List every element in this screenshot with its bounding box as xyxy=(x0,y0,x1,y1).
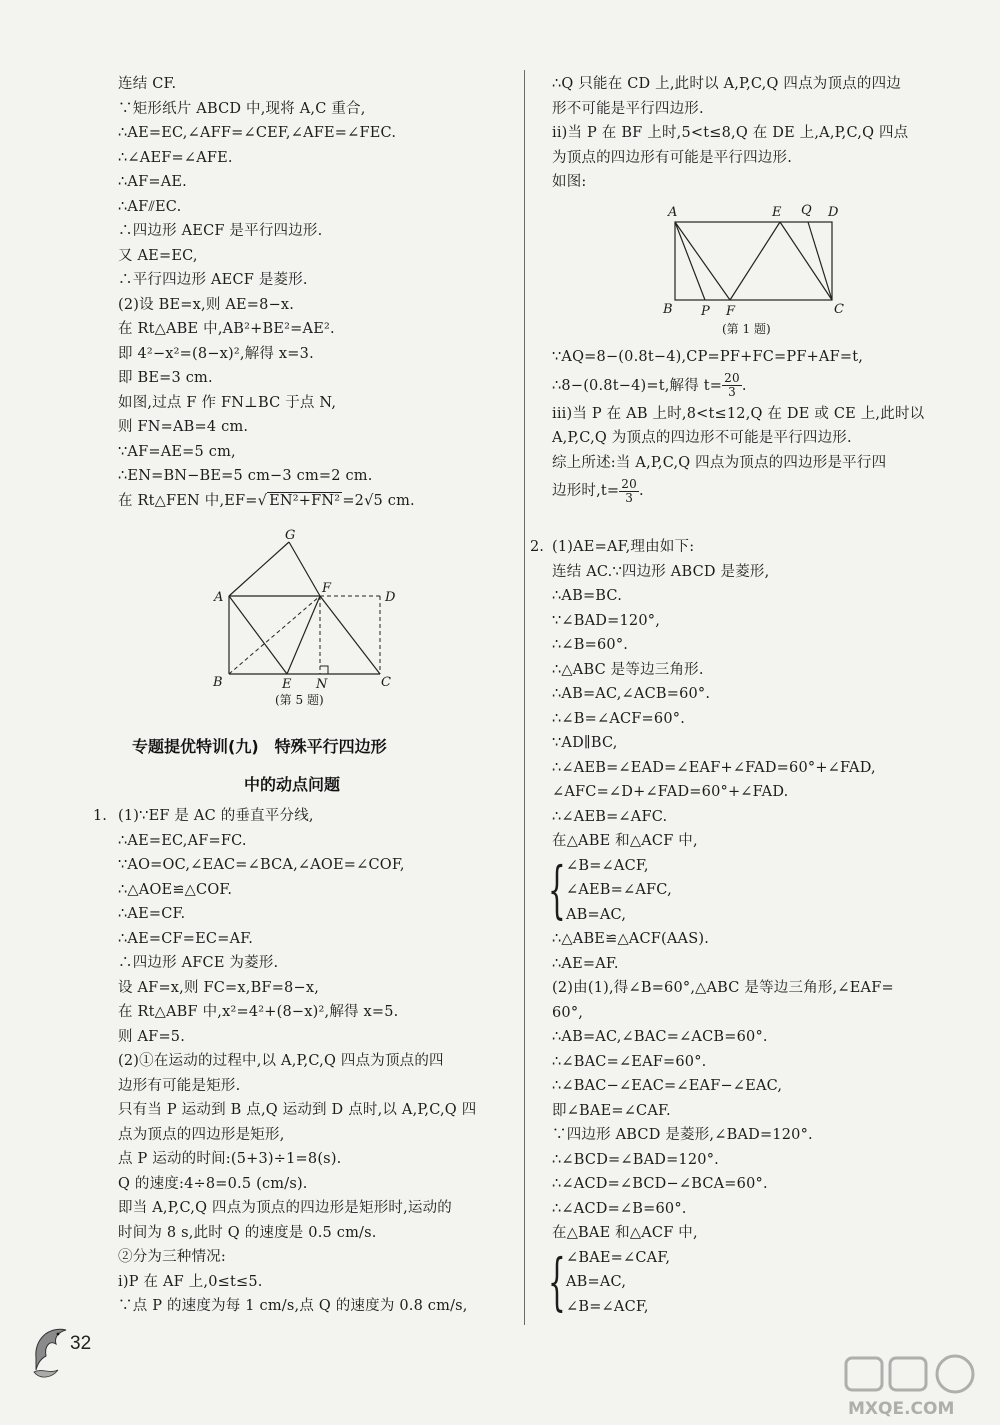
fig1-label-f: F xyxy=(726,304,736,319)
solution-line: ∴AE=EC,AF=FC. xyxy=(118,832,247,849)
fig5-label-a: A xyxy=(214,590,224,605)
solution-line: ∵点 P 的速度为每 1 cm/s,点 Q 的速度为 0.8 cm/s, xyxy=(118,1298,468,1314)
solution-line: 边形有可能是矩形. xyxy=(118,1077,241,1094)
solution-line: ∵∠BAD=120°, xyxy=(552,612,661,629)
column-divider xyxy=(524,70,525,1325)
solution-line: 又 AE=EC, xyxy=(118,247,198,264)
solution-line: 形不可能是平行四边形. xyxy=(552,100,704,117)
solution-line: ∴平行四边形 AECF 是菱形. xyxy=(118,272,308,288)
solution-line: i)P 在 AF 上,0≤t≤5. xyxy=(118,1273,263,1290)
solution-line: ∴∠AEB=∠AFC. xyxy=(552,808,668,825)
solution-line: 只有当 P 运动到 B 点,Q 运动到 D 点时,以 A,P,C,Q 四 xyxy=(118,1102,477,1118)
fig1-label-c: C xyxy=(834,302,844,317)
solution-line: 在 Rt△ABF 中,x²=4²+(8−x)²,解得 x=5. xyxy=(118,1004,399,1020)
solution-line: ∴∠BAC−∠EAC=∠EAF−∠EAC, xyxy=(552,1078,783,1094)
solve-t-line: ∴8−(0.8t−4)=t,解得 t= $\frac{20}{3}$ . xyxy=(552,371,747,399)
system-condition-line: ∠B=∠ACF, xyxy=(566,857,649,874)
solution-line: 连结 CF. xyxy=(118,76,177,92)
solution-line: 设 AF=x,则 FC=x,BF=8−x, xyxy=(118,979,320,996)
solution-line: 则 AF=5. xyxy=(118,1028,186,1045)
solution-line: A,P,C,Q 为顶点的四边形不可能是平行四边形. xyxy=(552,430,852,446)
fig5-label-g: G xyxy=(285,528,296,543)
solution-line: ∵AD∥BC, xyxy=(552,735,618,751)
solution-line: 时间为 8 s,此时 Q 的速度是 0.5 cm/s. xyxy=(118,1224,377,1241)
section-title-line1: 专题提优特训(九) 特殊平行四边形 xyxy=(132,737,387,756)
system-of-conditions-1 xyxy=(548,852,962,928)
solution-line: 连结 AC.∵四边形 ABCD 是菱形, xyxy=(552,563,770,580)
solution-line: ∴∠BAC=∠EAF=60°. xyxy=(552,1053,707,1070)
figure-1-diagram xyxy=(660,200,855,340)
solution-line: ∴AB=AC,∠ACB=60°. xyxy=(552,686,711,702)
solution-line: ii)当 P 在 BF 上时,5<t≤8,Q 在 DE 上,A,P,C,Q 四点 xyxy=(552,125,909,141)
fig1-caption: (第 1 题) xyxy=(722,322,771,336)
solution-line: ∴∠ACD=∠B=60°. xyxy=(552,1200,687,1217)
fig1-label-d: D xyxy=(828,205,839,220)
fig5-caption: (第 5 题) xyxy=(275,693,324,707)
solution-line: ∴∠ACD=∠BCD−∠BCA=60°. xyxy=(552,1176,768,1192)
solution-line: ∴AF=AE. xyxy=(118,174,187,190)
solution-line: ∴EN=BN−BE=5 cm−3 cm=2 cm. xyxy=(118,468,373,484)
solution-line: ∠AFC=∠D+∠FAD=60°+∠FAD. xyxy=(552,784,789,800)
question-1-number: 1. xyxy=(93,808,107,824)
fig5-label-c: C xyxy=(381,675,391,690)
question-2-number: 2. xyxy=(530,539,544,555)
solution-line: ∵AF=AE=5 cm, xyxy=(118,443,236,460)
solution-line: ∴AF⫽EC. xyxy=(118,198,182,215)
solution-line: ②分为三种情况: xyxy=(118,1249,226,1265)
system-condition-line: AB=AC, xyxy=(566,1274,627,1290)
system-condition-line: AB=AC, xyxy=(566,906,627,923)
solution-line: ∴四边形 AFCE 为菱形. xyxy=(118,955,279,971)
fig5-label-n: N xyxy=(316,677,328,692)
solution-line: 为顶点的四边形有可能是平行四边形. xyxy=(552,149,793,166)
solution-line: 即∠BAE=∠CAF. xyxy=(552,1102,671,1119)
brace-icon: { xyxy=(548,1244,566,1318)
solution-line: ∴∠AEB=∠EAD=∠EAF+∠FAD=60°+∠FAD, xyxy=(552,759,876,776)
fig1-label-q: Q xyxy=(801,203,812,218)
solution-line: 60°, xyxy=(552,1004,584,1021)
solution-line: (2)①在运动的过程中,以 A,P,C,Q 四点为顶点的四 xyxy=(118,1053,444,1069)
fig5-label-e: E xyxy=(282,677,292,692)
left-column xyxy=(118,72,523,513)
brace-icon: { xyxy=(548,852,566,926)
page-number: 32 xyxy=(70,1333,92,1354)
solution-line: 点为顶点的四边形是矩形, xyxy=(118,1126,285,1143)
fig5-label-d: D xyxy=(385,590,396,605)
conclusion-line: 边形时,t= $\frac{20}{3}$ . xyxy=(552,476,644,505)
question-1-body xyxy=(118,804,523,1319)
solution-line: 如图,过点 F 作 FN⊥BC 于点 N, xyxy=(118,394,337,411)
solution-line: iii)当 P 在 AB 上时,8<t≤12,Q 在 DE 或 CE 上,此时以 xyxy=(552,405,925,422)
system-condition-line: ∠B=∠ACF, xyxy=(566,1298,649,1315)
solution-line: ∴AE=CF=EC=AF. xyxy=(118,930,254,947)
system-condition-line: ∠AEB=∠AFC, xyxy=(566,882,672,898)
right-column xyxy=(552,72,962,195)
system-condition-line: ∠BAE=∠CAF, xyxy=(566,1249,671,1266)
solution-line: 在△ABE 和△ACF 中, xyxy=(552,833,698,849)
solution-line: 如图: xyxy=(552,174,587,190)
question-2-body xyxy=(548,535,962,1319)
solution-line: ∴△AOE≌△COF. xyxy=(118,881,233,898)
section-title-line2: 中的动点问题 xyxy=(244,775,341,794)
solution-line: ∴AE=EC,∠AFF=∠CEF,∠AFE=∠FEC. xyxy=(118,125,397,141)
fig5-label-f: F xyxy=(322,581,332,596)
solution-line: 则 FN=AB=4 cm. xyxy=(118,419,249,435)
solution-line: ∴∠AEF=∠AFE. xyxy=(118,149,233,166)
solution-line: ∴△ABC 是等边三角形. xyxy=(552,661,704,678)
solution-line: ∴AB=AC,∠BAC=∠ACB=60°. xyxy=(552,1029,768,1045)
solution-line: ∴△ABE≌△ACF(AAS). xyxy=(552,931,710,947)
solution-line: Q 的速度:4÷8=0.5 (cm/s). xyxy=(118,1175,308,1192)
solution-line: ∵矩形纸片 ABCD 中,现将 A,C 重合, xyxy=(118,100,366,117)
solution-line: 即 BE=3 cm. xyxy=(118,370,213,386)
solution-line: 即 4²−x²=(8−x)²,解得 x=3. xyxy=(118,345,314,362)
ef-length-line: 在 Rt△FEN 中,EF=√ EN²+FN² =2√5 cm. xyxy=(118,492,415,509)
solution-line: (1)AE=AF,理由如下: xyxy=(552,539,695,555)
solution-line: (2)设 BE=x,则 AE=8−x. xyxy=(118,296,295,313)
svg-text:MXQE.COM: MXQE.COM xyxy=(848,1399,955,1419)
solution-line: 在 Rt△ABE 中,AB²+BE²=AE². xyxy=(118,321,335,337)
figure-5-diagram xyxy=(205,528,415,713)
solution-line: ∴AE=CF. xyxy=(118,906,186,922)
solution-line: ∴∠B=∠ACF=60°. xyxy=(552,710,686,727)
solution-line: ∴Q 只能在 CD 上,此时以 A,P,C,Q 四点为顶点的四边 xyxy=(552,76,901,92)
fig1-label-b: B xyxy=(663,302,673,317)
right-column-lower xyxy=(552,345,962,507)
solution-line: ∵四边形 ABCD 是菱形,∠BAD=120°. xyxy=(552,1127,813,1143)
solution-line: ∴∠B=60°. xyxy=(552,637,629,653)
watermark-logo xyxy=(840,1352,990,1422)
system-of-conditions-2 xyxy=(548,1244,962,1320)
dolphin-logo-icon xyxy=(28,1318,76,1384)
solution-line: 在△BAE 和△ACF 中, xyxy=(552,1225,698,1241)
fig1-label-p: P xyxy=(701,304,710,319)
solution-block-5-cont xyxy=(118,72,523,489)
solution-line: 综上所述:当 A,P,C,Q 四点为顶点的四边形是平行四 xyxy=(552,454,887,471)
solution-line: 即当 A,P,C,Q 四点为顶点的四边形是矩形时,运动的 xyxy=(118,1200,453,1216)
solution-line: ∴四边形 AECF 是平行四边形. xyxy=(118,223,323,239)
solution-line: (2)由(1),得∠B=60°,△ABC 是等边三角形,∠EAF= xyxy=(552,980,894,996)
solution-line: ∴AB=BC. xyxy=(552,588,623,604)
fig5-label-b: B xyxy=(213,675,223,690)
solution-line: (1)∵EF 是 AC 的垂直平分线, xyxy=(118,808,314,824)
aq-line: ∵AQ=8−(0.8t−4),CP=PF+FC=PF+AF=t, xyxy=(552,349,864,365)
solution-line: 点 P 运动的时间:(5+3)÷1=8(s). xyxy=(118,1151,342,1167)
solution-line: ∴AE=AF. xyxy=(552,955,619,972)
solution-line: ∵AO=OC,∠EAC=∠BCA,∠AOE=∠COF, xyxy=(118,857,405,873)
fig1-label-e: E xyxy=(772,205,782,220)
fig1-label-a: A xyxy=(668,205,678,220)
solution-line: ∴∠BCD=∠BAD=120°. xyxy=(552,1151,719,1168)
